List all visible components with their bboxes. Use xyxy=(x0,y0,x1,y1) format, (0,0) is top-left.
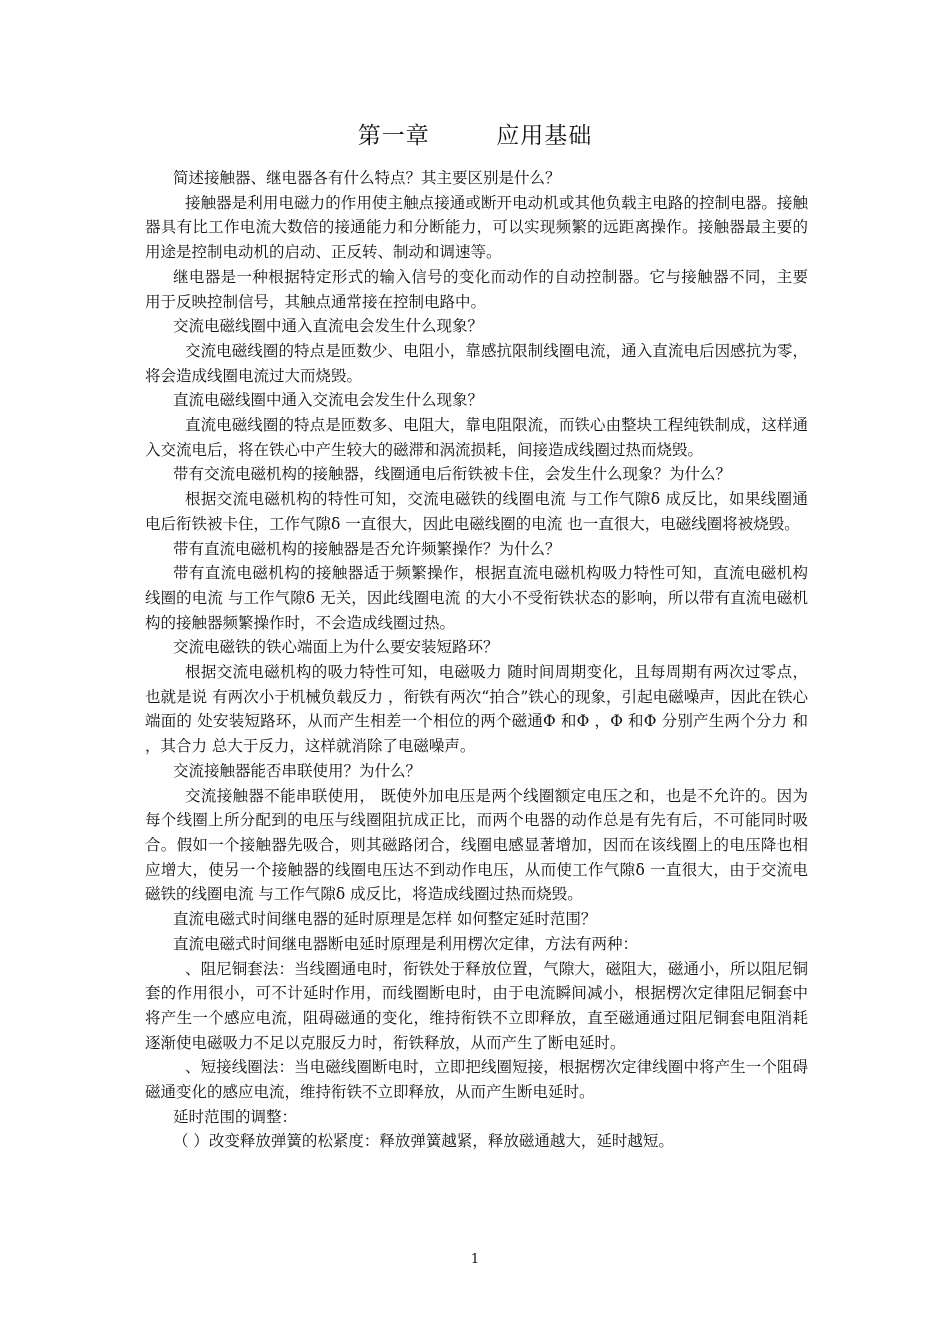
question-paragraph: 交流电磁铁的铁心端面上为什么要安装短路环？ xyxy=(173,638,499,657)
question-paragraph: 直流电磁式时间继电器的延时原理是怎样 如何整定延时范围？ xyxy=(173,910,597,929)
question-paragraph: 简述接触器、继电器各有什么特点？其主要区别是什么？ xyxy=(173,169,561,187)
list-item: （ ）改变释放弹簧的松紧度：释放弹簧越紧，释放磁通越大，延时越短。 xyxy=(173,1132,674,1151)
answer-paragraph: 继电器是一种根据特定形式的输入信号的变化而动作的自动控制器。它与接触器不同，主要用于反映控制信号，其触点通常接在控制电路中。 xyxy=(145,267,808,311)
question-paragraph: 交流接触器能否串联使用？为什么？ xyxy=(173,761,422,780)
question-paragraph: 带有交流电磁机构的接触器，线圈通电后衔铁被卡住，会发生什么现象？为什么？ xyxy=(173,465,732,484)
page-title: 第一章 应用基础 xyxy=(357,123,593,149)
question-paragraph: 带有直流电磁机构的接触器是否允许频繁操作？为什么？ xyxy=(173,539,561,558)
answer-paragraph: 直流电磁式时间继电器断电延时原理是利用楞次定律，方法有两种： xyxy=(173,934,639,953)
question-paragraph: 交流电磁线圈中通入直流电会发生什么现象？ xyxy=(173,317,484,336)
answer-paragraph: 直流电磁线圈的特点是匝数多、电阻大，靠电阻限流，而铁心由整块工程纯铁制成，这样通入交流电后，将在铁心中产生较大的磁滞和涡流损耗，间接造成线圈过热而烧毁。 xyxy=(145,416,808,459)
answer-paragraph: 交流接触器不能串联使用， 既使外加电压是两个线圈额定电压之和，也是不允许的。因为每个线圈上所分配到的电压与线圈阻抗成正比，而两个电器的动作总是有先有后，不可能同时吸合。假如一个接触器先吸合，则其磁路闭合，线圈电感显著增加，因而在该线圈上的电压降也相应增大，使另一个接触器的线圈电压达不到动作电压，从而使工作气隙δ 一直很大，由于交流电磁铁的线圈电流 与工作气隙δ 成反比，将造成线圈过热而烧毁。 xyxy=(145,786,808,904)
subheading-paragraph: 延时范围的调整： xyxy=(173,1107,298,1126)
question-paragraph: 直流电磁线圈中通入交流电会发生什么现象？ xyxy=(173,391,484,410)
page-number: 1 xyxy=(470,1252,480,1267)
method-paragraph: 、短接线圈法：当电磁线圈断电时，立即把线圈短接，根据楞次定律线圈中将产生一个阻碍磁通变化的感应电流，维持衔铁不立即释放，从而产生断电延时。 xyxy=(145,1058,808,1102)
method-paragraph: 、阻尼铜套法：当线圈通电时，衔铁处于释放位置，气隙大，磁阻大，磁通小，所以阻尼铜套的作用很小，可不计延时作用，而线圈断电时，由于电流瞬间减小，根据楞次定律阻尼铜套中将产生一个感应电流，阻碍磁通的变化，维持衔铁不立即释放，直至磁通通过阻尼铜套电阻消耗逐渐使电磁吸力不足以克服反力时，衔铁释放，从而产生了断电延时。 xyxy=(145,959,808,1052)
answer-paragraph: 交流电磁线圈的特点是匝数少、电阻小，靠感抗限制线圈电流，通入直流电后因感抗为零，将会造成线圈电流过大而烧毁。 xyxy=(145,341,808,385)
answer-paragraph: 接触器是利用电磁力的作用使主触点接通或断开电动机或其他负载主电路的控制电器。接触器具有比工作电流大数倍的接通能力和分断能力，可以实现频繁的远距离操作。接触器最主要的用途是控制电动机的启动、正反转、制动和调速等。 xyxy=(145,193,808,262)
document-body xyxy=(145,166,808,1154)
answer-paragraph: 根据交流电磁机构的吸力特性可知，电磁吸力 随时间周期变化，且每周期有两次过零点，也就是说 有两次小于机械负载反力 ，衔铁有两次“拍合”铁心的现象，引起电磁噪声，因此在铁心端面的 处安装短路环，从而产生相差一个相位的两个磁通Φ 和Φ ，Φ 和Φ 分别产生两个分力 和 ，其合力 总大于反力，这样就消除了电磁噪声。 xyxy=(145,663,808,756)
answer-paragraph: 带有直流电磁机构的接触器适于频繁操作，根据直流电磁机构吸力特性可知，直流电磁机构线圈的电流 与工作气隙δ 无关，因此线圈电流 的大小不受衔铁状态的影响，所以带有直流电磁机构的接触器频繁操作时，不会造成线圈过热。 xyxy=(145,564,808,632)
answer-paragraph: 根据交流电磁机构的特性可知，交流电磁铁的线圈电流 与工作气隙δ 成反比，如果线圈通电后衔铁被卡住，工作气隙δ 一直很大，因此电磁线圈的电流 也一直很大，电磁线圈将被烧毁。 xyxy=(145,490,808,533)
